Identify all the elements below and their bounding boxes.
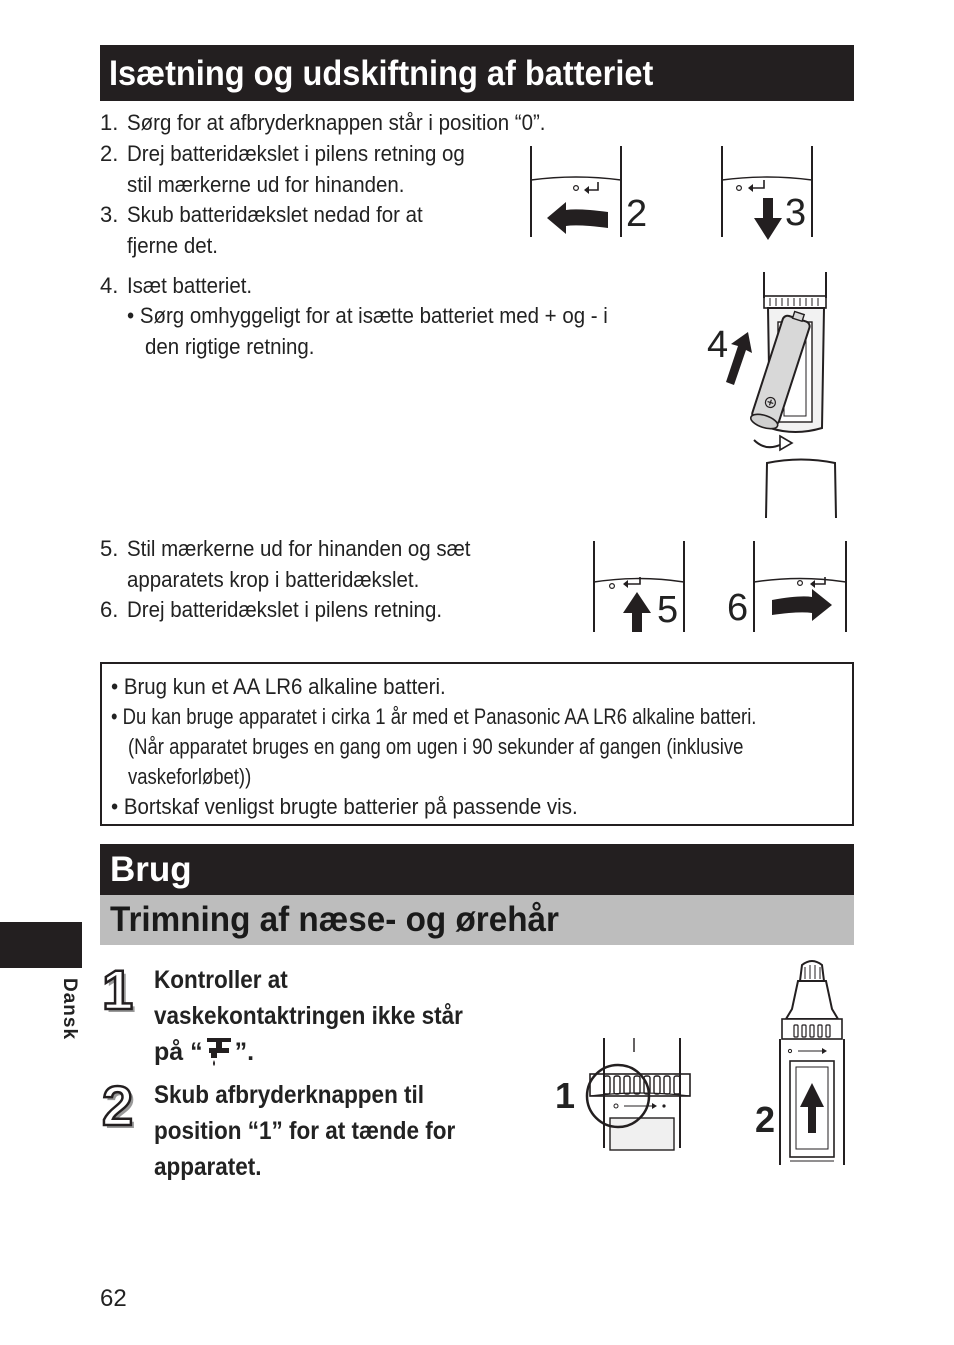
use-step-1-line-3: på “ ”. [154,1038,255,1066]
up-arrow-icon [726,332,752,385]
power-switch-figure [772,955,852,1170]
use-section-header [100,844,854,895]
wash-ring-figure [580,1030,700,1155]
use-step-1-line-2: vaskekontaktringen ikke står [154,1002,463,1030]
figure-label-1: 1 [555,1075,576,1116]
cover-rotate-figure [520,140,820,245]
use-step-1-line-1: Kontroller at [154,966,288,994]
figure-label-2b: 2 [755,1099,776,1140]
use-section-title: Brug [110,850,192,889]
battery-section-title: Isætning og udskiftning af batteriet [109,54,654,93]
battery-notes-box [100,662,854,826]
trimming-subheader [100,895,854,945]
left-arrow-icon [547,202,608,234]
figure-label-6: 6 [727,587,749,629]
use-step-2-line-3: apparatet. [154,1153,262,1181]
trimming-subtitle: Trimning af næse- og ørehår [110,900,559,939]
use-step-2-line-1: Skub afbryderknappen til [154,1081,425,1109]
note-line-3: (Når apparatet bruges en gang om ugen i 90 sekunder af gangen (inklusive [128,734,744,759]
note-line-5: • Bortskaf venligst brugte batterier på passende vis. [111,794,578,819]
panel-step-2 [531,146,621,237]
page-number: 62 [100,1285,127,1312]
use-step-2-line-2: position “1” for at tænde for [154,1117,456,1145]
panel-step-6 [754,541,846,632]
big-step-number-2: 2 [102,1074,134,1137]
battery-section-header [100,45,854,101]
side-language-tab [0,922,82,968]
cover-attach-figure [585,535,855,640]
note-line-4: vaskeforløbet)) [128,764,252,789]
up-arrow-icon [623,592,651,632]
down-arrow-icon [754,198,782,240]
note-line-1: • Brug kun et AA LR6 alkaline batteri. [111,674,446,699]
figure-label-2: 2 [626,193,648,235]
note-line-2: • Du kan bruge apparatet i cirka 1 år med et Panasonic AA LR6 alkaline batteri. [111,704,757,729]
water-tap-icon [203,1036,235,1066]
big-step-number-1: 1 [102,958,134,1021]
right-arrow-icon [772,589,832,621]
figure-label-5: 5 [657,589,679,631]
figure-label-3: 3 [785,192,807,234]
side-language-label: Dansk [59,978,80,1041]
figure-label-4: 4 [707,324,729,366]
step-4-bullet: • Sørg omhyggeligt for at isætte batteriet med + og - i den rigtige retning. [127,303,608,359]
battery-insert-figure [700,268,850,523]
